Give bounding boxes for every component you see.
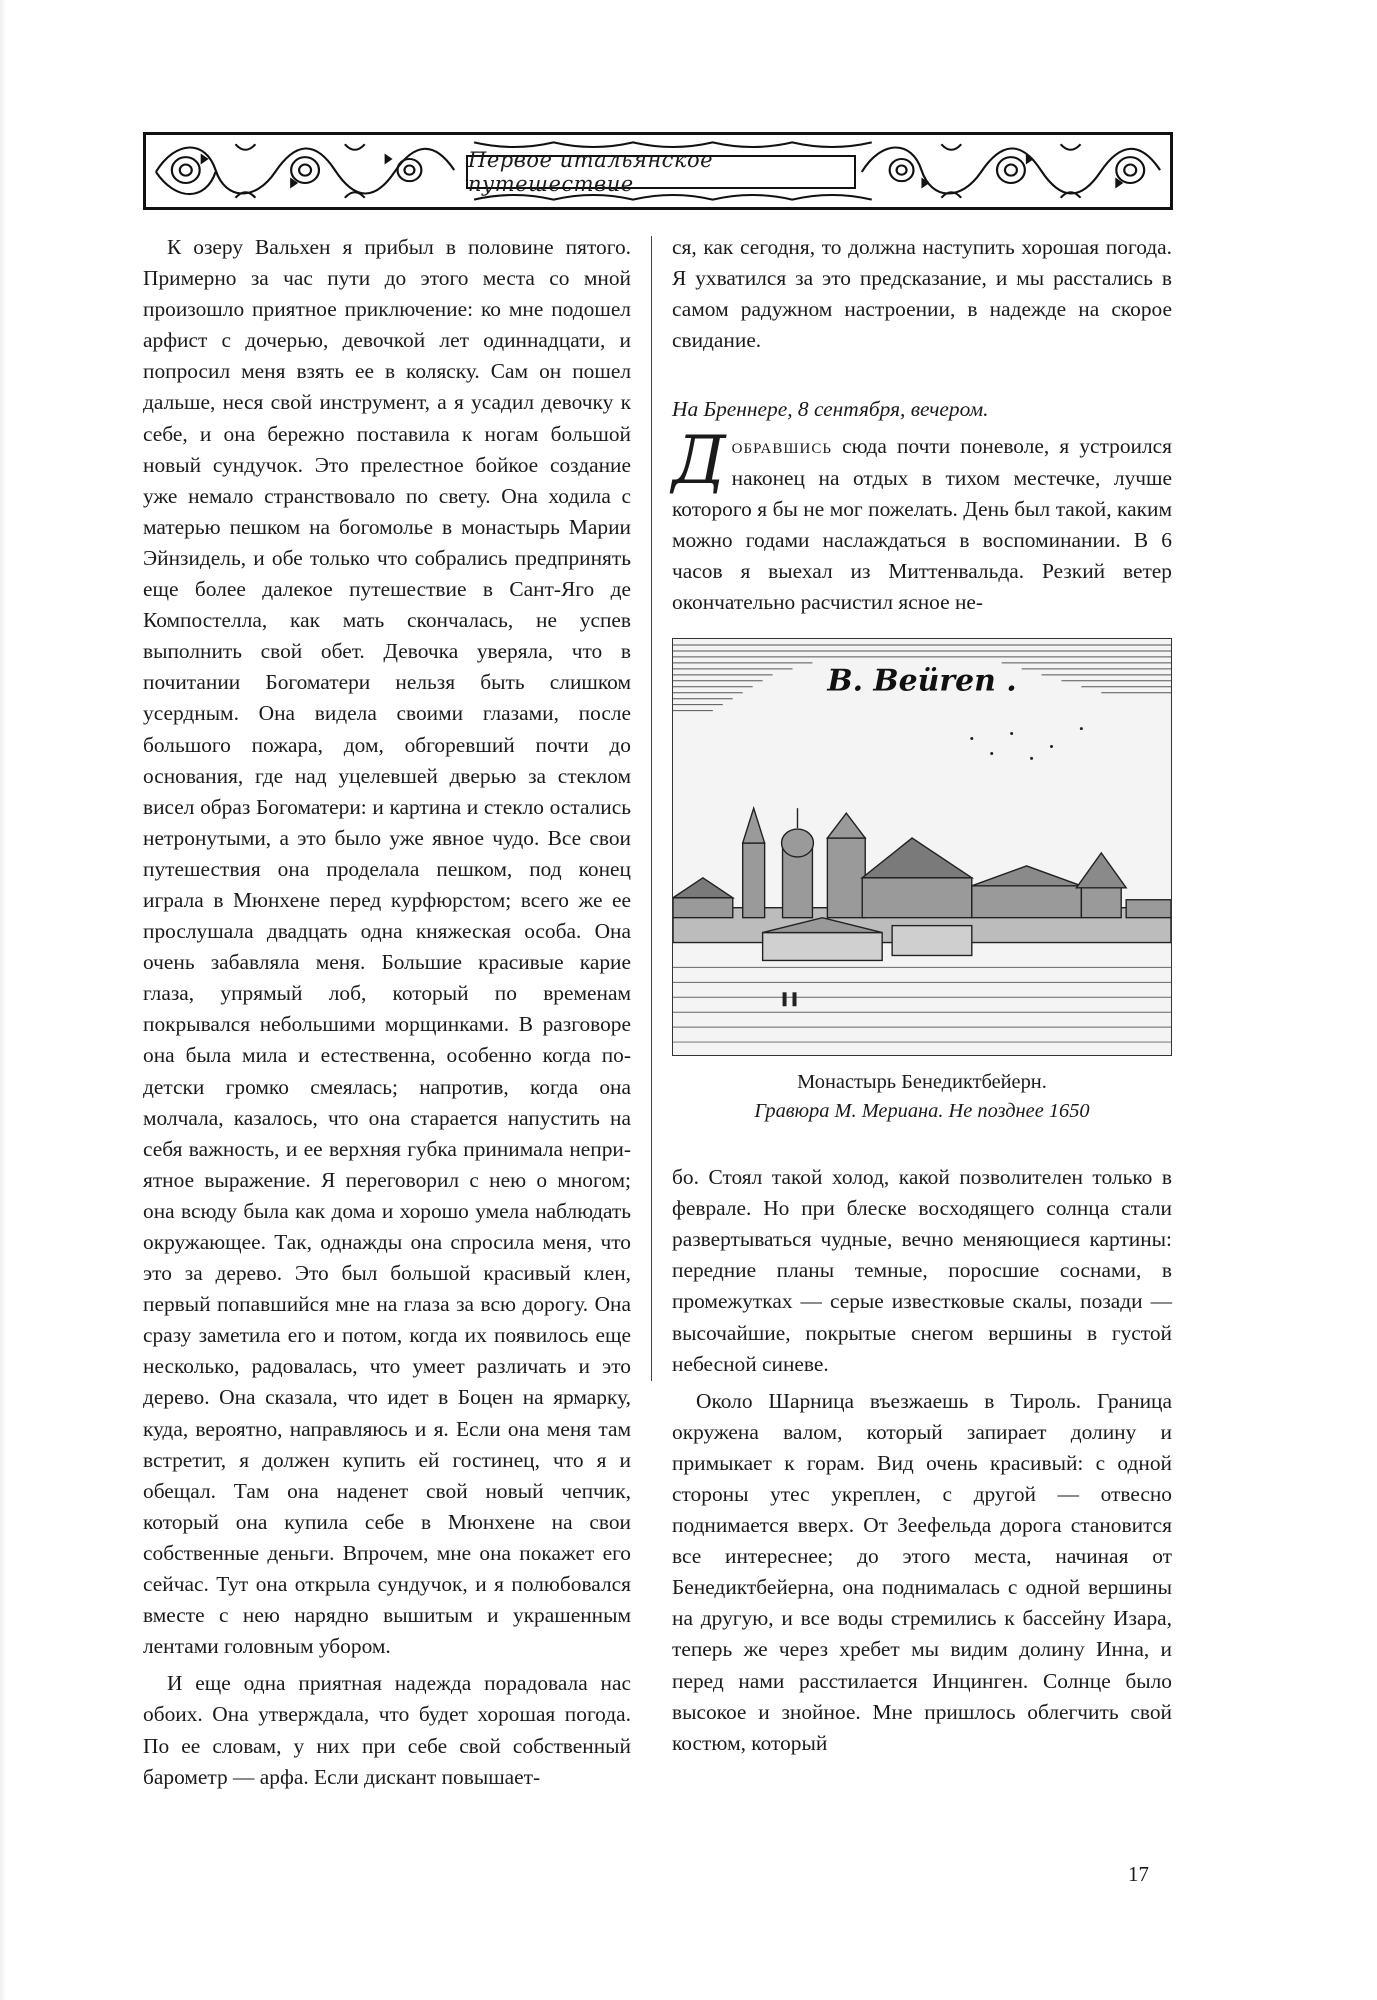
engraving-inscription: B. Beüren . (827, 663, 1017, 699)
left-column (143, 232, 631, 1793)
right-column (672, 232, 1172, 1759)
birds (970, 727, 1083, 760)
figures (783, 992, 797, 1006)
paragraph-after-figure: бо. Стоял такой холод, какой позволителен только в феврале. Но при блеске восходящего солнца стали развертываться чудные, вечно меняющиеся картины: передние планы темные, поросшие соснами, в промежутках — серые известковые скалы, позади — высочайшие, покрытые снегом вершины в густой небесной синеве. (672, 1165, 1172, 1376)
ornamental-header (143, 132, 1173, 210)
ground-hatching (673, 967, 1171, 1042)
dropcap-rest: сюда почти поневоле, я устроился наконец на отдых в тихом местечке, лучше которого я бы не мог пожелать. День был такой, каким можно годами наслаждаться в воспоминании. В 6 часов я выехал из Миттенвальда. Резкий ветер окончательно расчистил ясное не- (672, 434, 1172, 614)
paragraph: И еще одна приятная надежда порадовала нас обоих. Она утверждала, что будет хорошая погода. По ее словам, у них при себе свой собственный барометр — арфа. Если дискант повышает- (143, 1671, 631, 1789)
dateline: На Бреннере, 8 сентября, вечером. (672, 397, 989, 422)
paragraph: Около Шарница въезжаешь в Тироль. Граница окружена валом, который запирает долину и примыкает к горам. Вид очень красивый: с одной стороны утес укреплен, с другой — отвесно поднимается вверх. От Зеефельда дорога становится все интереснее; до этого места, начиная от Бенедиктбейерна, она поднималась с одной вершины на другую, и все воды стремились к бассейну Изара, теперь же через хребет мы видим долину Инна, и перед нами расстилается Инцинген. Солнце было высокое и знойное. Мне пришлось облегчить свой костюм, который (672, 1388, 1172, 1755)
paragraph-continuation: ся, как сегодня, то должна наступить хорошая погода. Я ухватился за это предсказание, и мы расстались в самом радужном настроении, в надежде на скорое свидание. (672, 235, 1172, 353)
paragraph: К озеру Вальхен я прибыл в половине пятого. Примерно за час пути до этого места со мной произошло приятное приключение: ко мне подошел арфист с дочерью, девочкой лет одиннадцати, и попросил меня взять ее в коляску. Сам он пошел дальше, неся свой инструмент, а я усадил девочку к себе, и она бережно поставила к ногам большой новый сундучок. Это прелестное бойкое создание уже немало странствовало по свету. Она ходила с матерью пешком на богомолье в монастырь Марии Эйнзидель, и обе только что собрались предпринять еще более далекое путешествие в Сант-Яго де Компостелла, как мать скончалась, не успев выполнить свой обет. Девочка уверяла, что в почитании Богоматери нельзя быть слишком усердным. Она видела своими глазами, после большого пожара, дом, обгоревший почти до основания, где над уцелевшей дверью за стеклом висел образ Богоматери: и картина и стекло остались нетронутыми, а это было уже явное чудо. Все свои путешествия она проделала пешком, под конец играла в Мюнхене перед курфюрстом; всего же ее прослушала двадцать одна княжеская особа. Она очень забавляла меня. Большие красивые карие глаза, упрямый лоб, который по временам покрывался небольшими морщинками. В разговоре она была мила и естественна, особенно когда по-детски громко смеялась; напротив, когда она молчала, казалось, что она старается напустить на себя важность, и ее верхняя губка принимала неприятное выражение. Я переговорил с нею о многом; она всюду была как дома и хорошо умела наблюдать окружающее. Так, однажды она спросила меня, что это за дерево. Это был большой красивый клен, первый попавшийся мне на глаза за всю дорогу. Она сразу заметила его и потом, когда их появилось еще несколько, радовалась, что умеет различать и это дерево. Она сказала, что идет в Боцен на ярмарку, куда, вероятно, направляюсь и я. Если она меня там встретит, я должен купить ей гостинец, что я и обещал. Там она наденет свой новый чепчик, который она купила себе в Мюнхене на свои собственные деньги. Впрочем, мне она покажет его сейчас. Тут она открыла сундучок, и я полюбовался вместе с нею нарядно вышитым и украшенным лентами головным убором. (143, 235, 631, 1659)
scan-edge (0, 0, 6, 2000)
figure (672, 638, 1172, 1126)
column-divider (651, 236, 652, 1381)
page-number: 17 (1128, 1862, 1149, 1886)
caption-line1: Монастырь Бенедиктбейерн. (797, 1071, 1047, 1094)
dropcap-smallcaps: обравшись (731, 434, 832, 459)
engraving-drawing (673, 639, 1171, 1055)
figure-caption (672, 1068, 1172, 1126)
dropcap-paragraph (672, 422, 1172, 618)
engraving-image (672, 638, 1172, 1056)
running-title: Первое итальянское путешествие (466, 155, 856, 189)
drop-cap-letter: Д (672, 422, 726, 500)
caption-line2: Гравюра М. Мериана. Не позднее 1650 (754, 1100, 1090, 1123)
town-silhouette (673, 808, 1171, 960)
